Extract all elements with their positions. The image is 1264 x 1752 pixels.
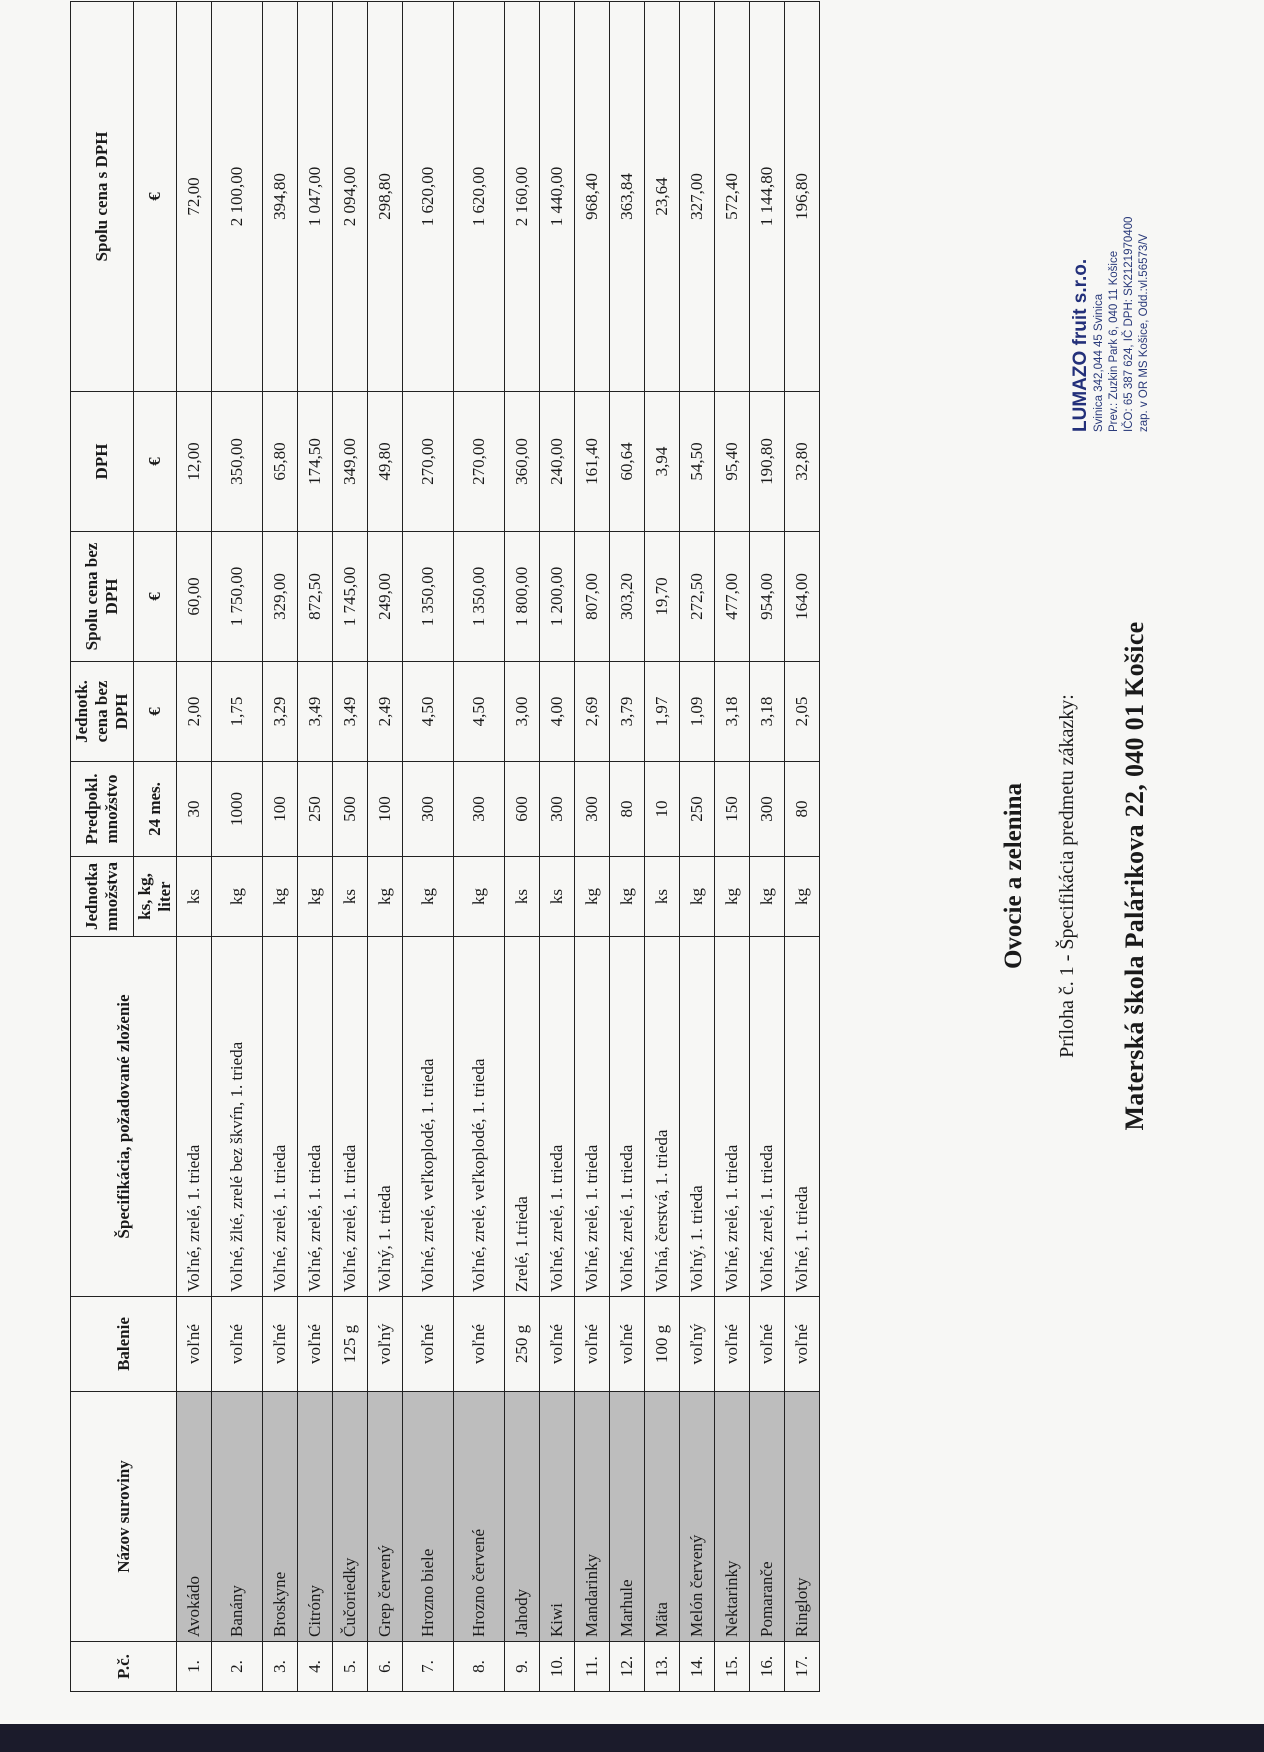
cell-unit-price: 3,49	[298, 662, 333, 762]
cell-pack: voľný	[368, 1297, 403, 1392]
cell-spec: Voľné, 1. trieda	[785, 937, 820, 1297]
cell-name: Broskyne	[263, 1392, 298, 1642]
cell-vat: 60,64	[610, 392, 645, 532]
col-header-spec: Špecifikácia, požadované zloženie	[71, 937, 177, 1297]
cell-spec: Voľné, zrelé, 1. trieda	[177, 937, 212, 1297]
cell-name: Mandarinky	[575, 1392, 610, 1642]
cell-qty: 500	[333, 762, 368, 857]
cell-unit-price: 4,50	[403, 662, 454, 762]
cell-pack: 125 g	[333, 1297, 368, 1392]
cell-unit: kg	[263, 857, 298, 937]
cell-unit: kg	[610, 857, 645, 937]
cell-name: Melón červený	[680, 1392, 715, 1642]
cell-qty: 150	[715, 762, 750, 857]
cell-total-vat: 23,64	[645, 2, 680, 392]
cell-pack: voľné	[403, 1297, 454, 1392]
vendor-name: LUMAZO fruit s.r.o.	[1070, 258, 1091, 432]
section-title: Ovocie a zelenina	[1000, 782, 1027, 970]
cell-total-vat: 72,00	[177, 2, 212, 392]
cell-vat: 174,50	[298, 392, 333, 532]
cell-pc: 13.	[645, 1642, 680, 1692]
cell-total-vat: 2 100,00	[212, 2, 263, 392]
table-row	[575, 2, 610, 1692]
cell-vat: 3,94	[645, 392, 680, 532]
vendor-line: IČO: 65 387 624, IČ DPH: SK2121970400	[1123, 216, 1135, 432]
cell-unit-price: 2,69	[575, 662, 610, 762]
cell-spec: Zrelé, 1.trieda	[505, 937, 540, 1297]
table-row	[368, 2, 403, 1692]
cell-qty: 250	[680, 762, 715, 857]
cell-unit: kg	[454, 857, 505, 937]
cell-vat: 54,50	[680, 392, 715, 532]
scan-edge	[0, 1724, 1264, 1752]
cell-name: Hrozno biele	[403, 1392, 454, 1642]
cell-spec: Voľné, zrelé, 1. trieda	[575, 937, 610, 1297]
cell-name: Hrozno červené	[454, 1392, 505, 1642]
table-row	[715, 2, 750, 1692]
cell-unit: kg	[785, 857, 820, 937]
cell-spec: Voľné, zrelé, veľkoplodé, 1. trieda	[454, 937, 505, 1297]
cell-unit-price: 3,18	[750, 662, 785, 762]
cell-qty: 300	[575, 762, 610, 857]
cell-total-no-vat: 272,50	[680, 532, 715, 662]
cell-qty: 80	[610, 762, 645, 857]
cell-spec: Voľné, zrelé, veľkoplodé, 1. trieda	[403, 937, 454, 1297]
cell-qty: 30	[177, 762, 212, 857]
cell-name: Nektarinky	[715, 1392, 750, 1642]
cell-pc: 8.	[454, 1642, 505, 1692]
col-header-total-no-vat: Spolu cena bez DPH	[71, 532, 134, 662]
cell-total-no-vat: 329,00	[263, 532, 298, 662]
cell-pack: 100 g	[645, 1297, 680, 1392]
annex-label: Príloha č. 1 - Špecifikácia predmetu zákazky:	[1056, 694, 1078, 1058]
cell-unit: ks	[645, 857, 680, 937]
cell-vat: 49,80	[368, 392, 403, 532]
cell-pc: 12.	[610, 1642, 645, 1692]
cell-pc: 9.	[505, 1642, 540, 1692]
cell-pack: voľné	[715, 1297, 750, 1392]
table-body	[177, 2, 820, 1692]
cell-name: Pomaranče	[750, 1392, 785, 1642]
unit-label-unit-price: €	[134, 662, 177, 762]
col-header-unit-price: Jednotk. cena bez DPH	[71, 662, 134, 762]
cell-vat: 360,00	[505, 392, 540, 532]
table-row	[333, 2, 368, 1692]
cell-pack: voľné	[177, 1297, 212, 1392]
cell-total-vat: 1 047,00	[298, 2, 333, 392]
document-title: Materská škola Palárikova 22, 040 01 Košice	[1120, 621, 1149, 1131]
cell-total-no-vat: 1 350,00	[403, 532, 454, 662]
cell-pack: voľné	[750, 1297, 785, 1392]
cell-unit: kg	[212, 857, 263, 937]
cell-pack: voľné	[212, 1297, 263, 1392]
cell-total-no-vat: 954,00	[750, 532, 785, 662]
cell-unit: kg	[298, 857, 333, 937]
cell-name: Avokádo	[177, 1392, 212, 1642]
cell-total-vat: 298,80	[368, 2, 403, 392]
cell-unit: ks	[540, 857, 575, 937]
cell-total-no-vat: 1 745,00	[333, 532, 368, 662]
cell-pack: voľný	[680, 1297, 715, 1392]
cell-name: Citróny	[298, 1392, 333, 1642]
cell-pc: 4.	[298, 1642, 333, 1692]
cell-unit-price: 2,05	[785, 662, 820, 762]
cell-total-vat: 1 620,00	[454, 2, 505, 392]
cell-spec: Voľné, zrelé, 1. trieda	[715, 937, 750, 1297]
cell-total-no-vat: 19,70	[645, 532, 680, 662]
table-row	[680, 2, 715, 1692]
unit-label-qty: 24 mes.	[134, 762, 177, 857]
cell-unit-price: 1,75	[212, 662, 263, 762]
cell-qty: 1000	[212, 762, 263, 857]
col-header-qty: Predpokl. množstvo	[71, 762, 134, 857]
cell-name: Marhule	[610, 1392, 645, 1642]
cell-name: Čučoriedky	[333, 1392, 368, 1642]
cell-vat: 32,80	[785, 392, 820, 532]
cell-unit: kg	[715, 857, 750, 937]
cell-unit-price: 3,49	[333, 662, 368, 762]
cell-spec: Voľný, 1. trieda	[680, 937, 715, 1297]
cell-pc: 16.	[750, 1642, 785, 1692]
cell-pc: 17.	[785, 1642, 820, 1692]
cell-total-no-vat: 60,00	[177, 532, 212, 662]
cell-qty: 80	[785, 762, 820, 857]
cell-pc: 6.	[368, 1642, 403, 1692]
unit-label-total-vat: €	[134, 2, 177, 392]
table-row	[610, 2, 645, 1692]
vendor-line: zap. v OR MS Košice, Odd.:vl.56573/V	[1138, 233, 1150, 432]
unit-label-total-no-vat: €	[134, 532, 177, 662]
cell-unit: kg	[680, 857, 715, 937]
cell-total-no-vat: 1 200,00	[540, 532, 575, 662]
col-header-pack: Balenie	[71, 1297, 177, 1392]
cell-name: Grep červený	[368, 1392, 403, 1642]
cell-pc: 14.	[680, 1642, 715, 1692]
cell-unit: kg	[368, 857, 403, 937]
cell-name: Banány	[212, 1392, 263, 1642]
table-row	[645, 2, 680, 1692]
col-header-unit: Jednotka množstva	[71, 857, 134, 937]
cell-unit-price: 4,50	[454, 662, 505, 762]
cell-total-no-vat: 872,50	[298, 532, 333, 662]
table-row	[750, 2, 785, 1692]
cell-total-vat: 1 144,80	[750, 2, 785, 392]
table-row	[454, 2, 505, 1692]
cell-total-vat: 2 094,00	[333, 2, 368, 392]
cell-unit: kg	[403, 857, 454, 937]
cell-qty: 300	[403, 762, 454, 857]
vendor-stamp	[1070, 92, 1152, 432]
cell-vat: 190,80	[750, 392, 785, 532]
cell-pack: voľné	[263, 1297, 298, 1392]
cell-vat: 65,80	[263, 392, 298, 532]
cell-total-no-vat: 303,20	[610, 532, 645, 662]
cell-unit: kg	[575, 857, 610, 937]
col-header-name: Názov suroviny	[71, 1392, 177, 1642]
cell-pack: voľné	[610, 1297, 645, 1392]
table-row	[177, 2, 212, 1692]
cell-qty: 300	[750, 762, 785, 857]
cell-unit-price: 3,00	[505, 662, 540, 762]
cell-vat: 240,00	[540, 392, 575, 532]
cell-total-no-vat: 164,00	[785, 532, 820, 662]
cell-pc: 7.	[403, 1642, 454, 1692]
cell-total-no-vat: 1 350,00	[454, 532, 505, 662]
cell-qty: 300	[540, 762, 575, 857]
cell-pc: 10.	[540, 1642, 575, 1692]
unit-label-unit: ks, kg, liter	[134, 857, 177, 937]
col-header-vat: DPH	[71, 392, 134, 532]
cell-pack: voľné	[298, 1297, 333, 1392]
cell-spec: Voľné, zrelé, 1. trieda	[333, 937, 368, 1297]
cell-total-vat: 394,80	[263, 2, 298, 392]
cell-total-vat: 363,84	[610, 2, 645, 392]
cell-qty: 300	[454, 762, 505, 857]
table-row	[540, 2, 575, 1692]
col-header-total-vat: Spolu cena s DPH	[71, 2, 134, 392]
cell-pack: 250 g	[505, 1297, 540, 1392]
cell-name: Mäta	[645, 1392, 680, 1642]
cell-pack: voľné	[454, 1297, 505, 1392]
cell-qty: 100	[368, 762, 403, 857]
cell-qty: 250	[298, 762, 333, 857]
cell-name: Kiwi	[540, 1392, 575, 1642]
table-row	[505, 2, 540, 1692]
cell-spec: Voľné, zrelé, 1. trieda	[263, 937, 298, 1297]
vendor-line: Svinica 342,044 45 Svinica	[1093, 293, 1105, 432]
cell-vat: 270,00	[403, 392, 454, 532]
cell-pc: 15.	[715, 1642, 750, 1692]
cell-spec: Voľné, zrelé, 1. trieda	[610, 937, 645, 1297]
cell-unit: ks	[333, 857, 368, 937]
cell-spec: Voľná, čerstvá, 1. trieda	[645, 937, 680, 1297]
cell-total-vat: 2 160,00	[505, 2, 540, 392]
cell-qty: 100	[263, 762, 298, 857]
col-header-pc: P.č.	[71, 1642, 177, 1692]
cell-total-vat: 1 620,00	[403, 2, 454, 392]
cell-qty: 600	[505, 762, 540, 857]
table-row	[298, 2, 333, 1692]
cell-vat: 350,00	[212, 392, 263, 532]
cell-spec: Voľné, žlté, zrelé bez škvŕn, 1. trieda	[212, 937, 263, 1297]
cell-total-no-vat: 249,00	[368, 532, 403, 662]
cell-unit-price: 1,09	[680, 662, 715, 762]
cell-pc: 3.	[263, 1642, 298, 1692]
table-row	[785, 2, 820, 1692]
cell-unit-price: 1,97	[645, 662, 680, 762]
cell-total-vat: 1 440,00	[540, 2, 575, 392]
table-row	[403, 2, 454, 1692]
cell-pc: 5.	[333, 1642, 368, 1692]
specification-table	[70, 1, 820, 1692]
cell-total-vat: 572,40	[715, 2, 750, 392]
cell-unit-price: 2,00	[177, 662, 212, 762]
cell-pack: voľné	[785, 1297, 820, 1392]
cell-spec: Voľné, zrelé, 1. trieda	[540, 937, 575, 1297]
cell-vat: 349,00	[333, 392, 368, 532]
cell-spec: Voľný, 1. trieda	[368, 937, 403, 1297]
cell-vat: 12,00	[177, 392, 212, 532]
cell-total-vat: 196,80	[785, 2, 820, 392]
cell-name: Jahody	[505, 1392, 540, 1642]
cell-total-no-vat: 1 800,00	[505, 532, 540, 662]
cell-vat: 95,40	[715, 392, 750, 532]
cell-unit: ks	[505, 857, 540, 937]
cell-pc: 11.	[575, 1642, 610, 1692]
cell-spec: Voľné, zrelé, 1. trieda	[298, 937, 333, 1297]
cell-vat: 270,00	[454, 392, 505, 532]
cell-spec: Voľné, zrelé, 1. trieda	[750, 937, 785, 1297]
cell-unit-price: 3,18	[715, 662, 750, 762]
table-row	[263, 2, 298, 1692]
table-row	[212, 2, 263, 1692]
unit-label-vat: €	[134, 392, 177, 532]
cell-total-vat: 968,40	[575, 2, 610, 392]
cell-pack: voľné	[540, 1297, 575, 1392]
cell-pack: voľné	[575, 1297, 610, 1392]
cell-unit-price: 2,49	[368, 662, 403, 762]
cell-qty: 10	[645, 762, 680, 857]
cell-total-no-vat: 1 750,00	[212, 532, 263, 662]
cell-unit-price: 3,29	[263, 662, 298, 762]
header-row	[71, 2, 134, 1692]
cell-pc: 2.	[212, 1642, 263, 1692]
cell-unit: kg	[750, 857, 785, 937]
vendor-line: Prev.: Zuzkin Park 6, 040 11 Košice	[1108, 250, 1120, 432]
cell-name: Ringloty	[785, 1392, 820, 1642]
cell-pc: 1.	[177, 1642, 212, 1692]
cell-unit-price: 4,00	[540, 662, 575, 762]
cell-unit: ks	[177, 857, 212, 937]
cell-total-vat: 327,00	[680, 2, 715, 392]
cell-unit-price: 3,79	[610, 662, 645, 762]
cell-total-no-vat: 807,00	[575, 532, 610, 662]
cell-vat: 161,40	[575, 392, 610, 532]
cell-total-no-vat: 477,00	[715, 532, 750, 662]
